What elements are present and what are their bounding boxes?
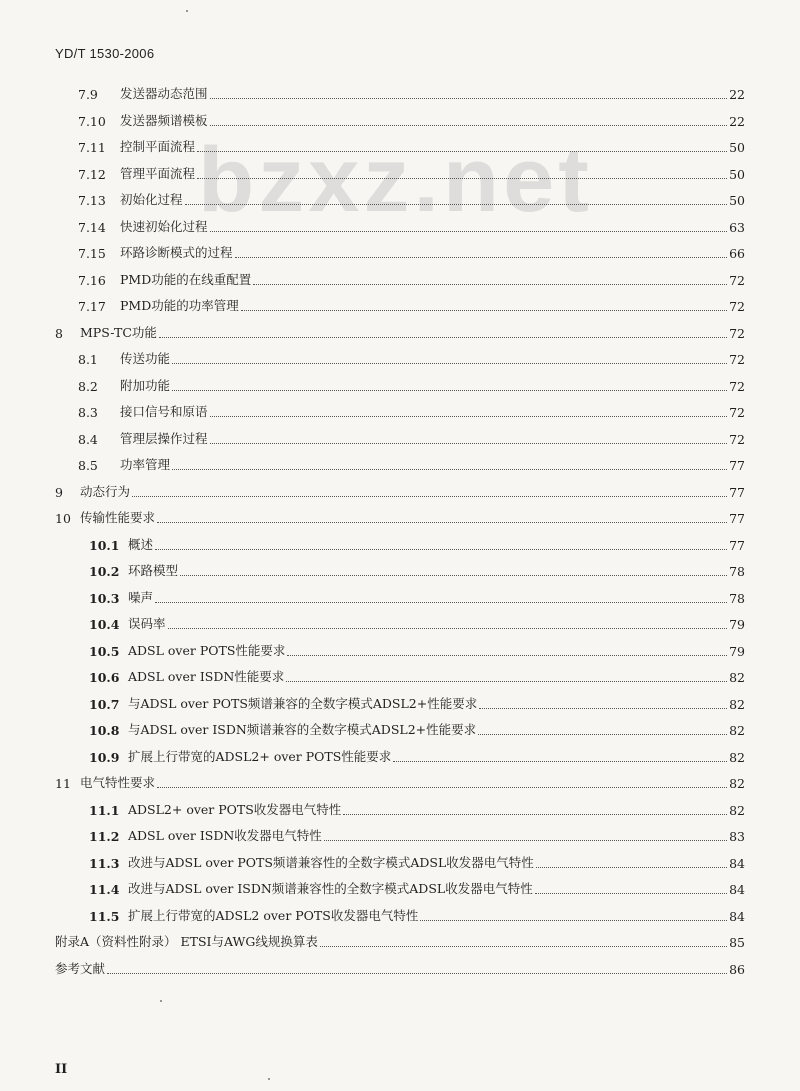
toc-entry-page: 78 [729,590,745,606]
toc-entry-number: 7.16 [78,272,106,288]
toc-entry-title: 改进与ADSL over ISDN频谱兼容性的全数字模式ADSL收发器电气特性 [128,881,533,896]
toc-entry-line [128,535,745,553]
toc-entry-line [120,137,745,155]
toc-entry[interactable] [0,243,800,263]
toc-entry-line [128,561,745,579]
toc-entry-title: ADSL over ISDN性能要求 [128,669,285,684]
toc-entry-title: 改进与ADSL over POTS频谱兼容性的全数字模式ADSL收发器电气特性 [128,854,534,870]
toc-entry[interactable] [0,84,800,104]
toc-entry-line [120,429,745,447]
toc-entry-page: 86 [729,961,745,977]
toc-entry[interactable] [0,270,800,290]
dot-leader [479,708,727,709]
dot-leader [197,151,727,152]
toc-entry-title: 接口信号和原语 [120,404,208,419]
toc-entry-number: 7.11 [78,140,106,155]
toc-entry-line [120,111,745,129]
toc-entry[interactable] [0,455,800,475]
watermark-text: bzxz.net [198,129,593,231]
toc-entry[interactable] [0,932,800,952]
toc-entry-line [128,588,745,606]
toc-entry-number: 10.3 [89,590,120,606]
dot-leader [210,98,727,99]
toc-entry[interactable] [0,667,800,687]
toc-entry-number: 10.9 [89,749,120,765]
dot-leader [343,814,727,815]
toc-entry[interactable] [0,402,800,422]
dot-leader [324,840,727,841]
toc-entry-line [80,508,745,526]
toc-entry-number: 11.3 [89,855,120,871]
toc-entry-number: 11 [55,776,71,791]
dot-leader [168,628,727,629]
toc-entry-title: 控制平面流程 [120,139,196,154]
document-id-header: YD/T 1530-2006 [55,46,155,61]
toc-entry[interactable] [0,773,800,793]
toc-entry[interactable] [0,164,800,184]
toc-entry[interactable] [0,747,800,767]
toc-entry-title: 传输性能要求 [80,510,156,525]
toc-entry-number: 8.4 [78,431,98,447]
toc-entry[interactable] [0,508,800,528]
toc-entry-line [120,164,745,182]
dot-leader [241,310,727,311]
dot-leader [185,204,727,205]
toc-entry-line [128,694,745,712]
toc-entry[interactable] [0,561,800,581]
toc-entry-page: 50 [729,140,745,155]
toc-entry-line [120,376,745,394]
toc-entry-title: PMD功能的功率管理 [120,298,239,313]
toc-entry-line [55,959,745,977]
toc-entry-page: 66 [729,246,745,261]
dot-leader [157,787,727,788]
toc-entry-number: 10.7 [89,696,120,712]
scan-speck [160,1000,162,1002]
toc-entry-line [80,482,745,500]
toc-entry[interactable] [0,190,800,210]
toc-entry-number: 10.8 [89,723,120,738]
toc-entry[interactable] [0,323,800,343]
toc-entry-page: 22 [729,113,745,129]
dot-leader [180,575,727,576]
toc-entry-number: 11.1 [89,802,120,818]
toc-entry-title: ADSL over ISDN收发器电气特性 [128,828,322,843]
toc-entry-line [128,906,745,924]
toc-entry-number: 8.2 [78,378,98,394]
toc-entry-number: 8 [55,325,63,341]
toc-entry-page: 78 [729,564,745,579]
toc-entry-number: 7.12 [78,166,106,182]
toc-entry-page: 77 [729,511,745,526]
toc-entry-page: 83 [729,829,745,844]
toc-entry-title: 管理层操作过程 [120,430,208,446]
toc-entry-page: 82 [729,749,745,765]
dot-leader [420,920,727,921]
toc-entry-line [120,190,745,208]
scan-speck [268,1078,270,1080]
toc-entry-line [128,800,745,818]
toc-entry-line [120,270,745,288]
toc-entry-line [55,932,745,950]
page-number-footer: II [55,1062,68,1077]
toc-entry[interactable] [0,641,800,661]
toc-entry-title: 附加功能 [120,377,171,393]
toc-entry-title: 扩展上行带宽的ADSL2 over POTS收发器电气特性 [128,907,419,923]
toc-entry-title: 与ADSL over ISDN频谱兼容的全数字模式ADSL2+性能要求 [128,722,477,737]
toc-entry-title: 附录A（资料性附录） ETSI与AWG线规换算表 [55,934,318,949]
toc-entry-line [120,243,745,261]
toc-entry[interactable] [0,959,800,979]
toc-entry-page: 82 [729,802,745,818]
toc-entry-number: 11.4 [89,882,120,897]
toc-entry-title: 环路诊断模式的过程 [120,245,233,260]
toc-entry-page: 72 [729,431,745,447]
toc-entry-number: 9 [55,484,63,500]
dot-leader [320,946,727,947]
toc-entry-number: 7.14 [78,219,106,235]
toc-entry-title: 管理平面流程 [120,165,196,181]
toc-entry-number: 10.5 [89,643,120,659]
toc-entry-title: ADSL over POTS性能要求 [128,642,286,658]
toc-entry-number: 7.15 [78,246,106,261]
toc-entry[interactable] [0,826,800,846]
toc-entry-number: 11.5 [89,908,120,924]
toc-entry-title: 概述 [128,536,154,552]
toc-entry[interactable] [0,482,800,502]
toc-entry[interactable] [0,614,800,634]
toc-entry-title: 功率管理 [120,457,171,472]
toc-entry-line [80,323,745,341]
toc-entry-line [128,826,745,844]
toc-entry-page: 79 [729,617,745,632]
toc-entry-line [120,349,745,367]
dot-leader [478,734,727,735]
toc-entry-line [128,747,745,765]
dot-leader [253,284,727,285]
dot-leader [155,602,727,603]
toc-entry-title: 发送器频谱模板 [120,112,208,128]
toc-entry-page: 77 [729,458,745,473]
toc-entry-number: 7.17 [78,299,106,314]
toc-entry-title: 快速初始化过程 [120,218,208,234]
dot-leader [159,337,727,338]
toc-entry-line [120,84,745,102]
toc-entry-title: 环路模型 [128,563,179,578]
toc-entry-page: 84 [729,882,745,897]
toc-entry-number: 7.10 [78,113,106,129]
toc-entry-title: 与ADSL over POTS频谱兼容的全数字模式ADSL2+性能要求 [128,695,478,711]
toc-entry-page: 84 [729,855,745,871]
dot-leader [172,469,727,470]
toc-entry-page: 72 [729,272,745,288]
scan-speck [186,10,188,12]
toc-entry-line [120,455,745,473]
dot-leader [536,867,727,868]
toc-entry[interactable] [0,349,800,369]
dot-leader [210,231,727,232]
toc-entry[interactable] [0,879,800,899]
toc-entry-title: PMD功能的在线重配置 [120,271,252,287]
toc-entry-page: 82 [729,696,745,712]
dot-leader [235,257,727,258]
toc-entry-title: MPS-TC功能 [80,324,157,340]
toc-entry-page: 50 [729,166,745,182]
dot-leader [157,522,727,523]
toc-entry[interactable] [0,853,800,873]
toc-entry-line [128,641,745,659]
toc-entry-page: 77 [729,537,745,553]
toc-entry-page: 63 [729,219,745,235]
dot-leader [210,416,727,417]
toc-entry-page: 50 [729,193,745,208]
toc-entry[interactable] [0,111,800,131]
toc-entry[interactable] [0,296,800,316]
toc-entry-line [120,296,745,314]
toc-entry-page: 72 [729,378,745,394]
toc-entry-number: 10.2 [89,564,120,579]
toc-entry-number: 10.6 [89,670,120,685]
dot-leader [210,443,727,444]
toc-entry[interactable] [0,137,800,157]
toc-entry-page: 82 [729,723,745,738]
toc-entry-title: 噪声 [128,589,154,605]
toc-entry[interactable] [0,588,800,608]
dot-leader [197,178,727,179]
toc-entry-number: 10.1 [89,537,120,553]
toc-entry-line [128,720,745,738]
toc-entry[interactable] [0,535,800,555]
dot-leader [286,681,727,682]
dot-leader [393,761,727,762]
toc-entry-title: 动态行为 [80,483,131,499]
toc-entry-line [120,217,745,235]
toc-entry-title: 电气特性要求 [80,775,156,790]
toc-entry[interactable] [0,217,800,237]
dot-leader [172,363,727,364]
toc-entry-number: 8.1 [78,352,98,367]
toc-entry-line [128,853,745,871]
toc-entry-page: 79 [729,643,745,659]
toc-entry-line [128,614,745,632]
toc-entry-page: 82 [729,776,745,791]
toc-entry-number: 10 [55,511,71,526]
toc-entry-title: 发送器动态范围 [120,86,208,101]
toc-entry-title: ADSL2+ over POTS收发器电气特性 [128,801,342,817]
toc-entry-number: 10.4 [89,617,120,632]
toc-entry-line [128,667,745,685]
toc-entry-page: 85 [729,935,745,950]
toc-entry-line [80,773,745,791]
toc-entry-number: 8.3 [78,405,98,420]
toc-entry-page: 77 [729,484,745,500]
dot-leader [132,496,727,497]
toc-entry[interactable] [0,906,800,926]
toc-entry-number: 11.2 [89,829,120,844]
toc-entry-page: 84 [729,908,745,924]
toc-entry[interactable] [0,429,800,449]
toc-entry-page: 22 [729,87,745,102]
dot-leader [172,390,727,391]
toc-entry-page: 82 [729,670,745,685]
toc-entry[interactable] [0,720,800,740]
toc-entry-page: 72 [729,405,745,420]
toc-entry-title: 传送功能 [120,351,171,366]
toc-entry-number: 7.13 [78,193,106,208]
toc-entry-page: 72 [729,299,745,314]
toc-entry-title: 初始化过程 [120,192,183,207]
dot-leader [210,125,727,126]
toc-entry-page: 72 [729,325,745,341]
dot-leader [155,549,727,550]
toc-entry[interactable] [0,694,800,714]
toc-entry-title: 扩展上行带宽的ADSL2+ over POTS性能要求 [128,748,392,764]
toc-entry-title: 误码率 [128,616,166,631]
toc-entry-page: 72 [729,352,745,367]
toc-entry[interactable] [0,800,800,820]
toc-entry-number: 8.5 [78,458,98,473]
toc-entry-number: 7.9 [78,87,98,102]
dot-leader [535,893,727,894]
toc-entry[interactable] [0,376,800,396]
dot-leader [287,655,727,656]
toc-entry-line [128,879,745,897]
dot-leader [107,973,727,974]
toc-entry-title: 参考文献 [55,960,106,976]
toc-entry-line [120,402,745,420]
